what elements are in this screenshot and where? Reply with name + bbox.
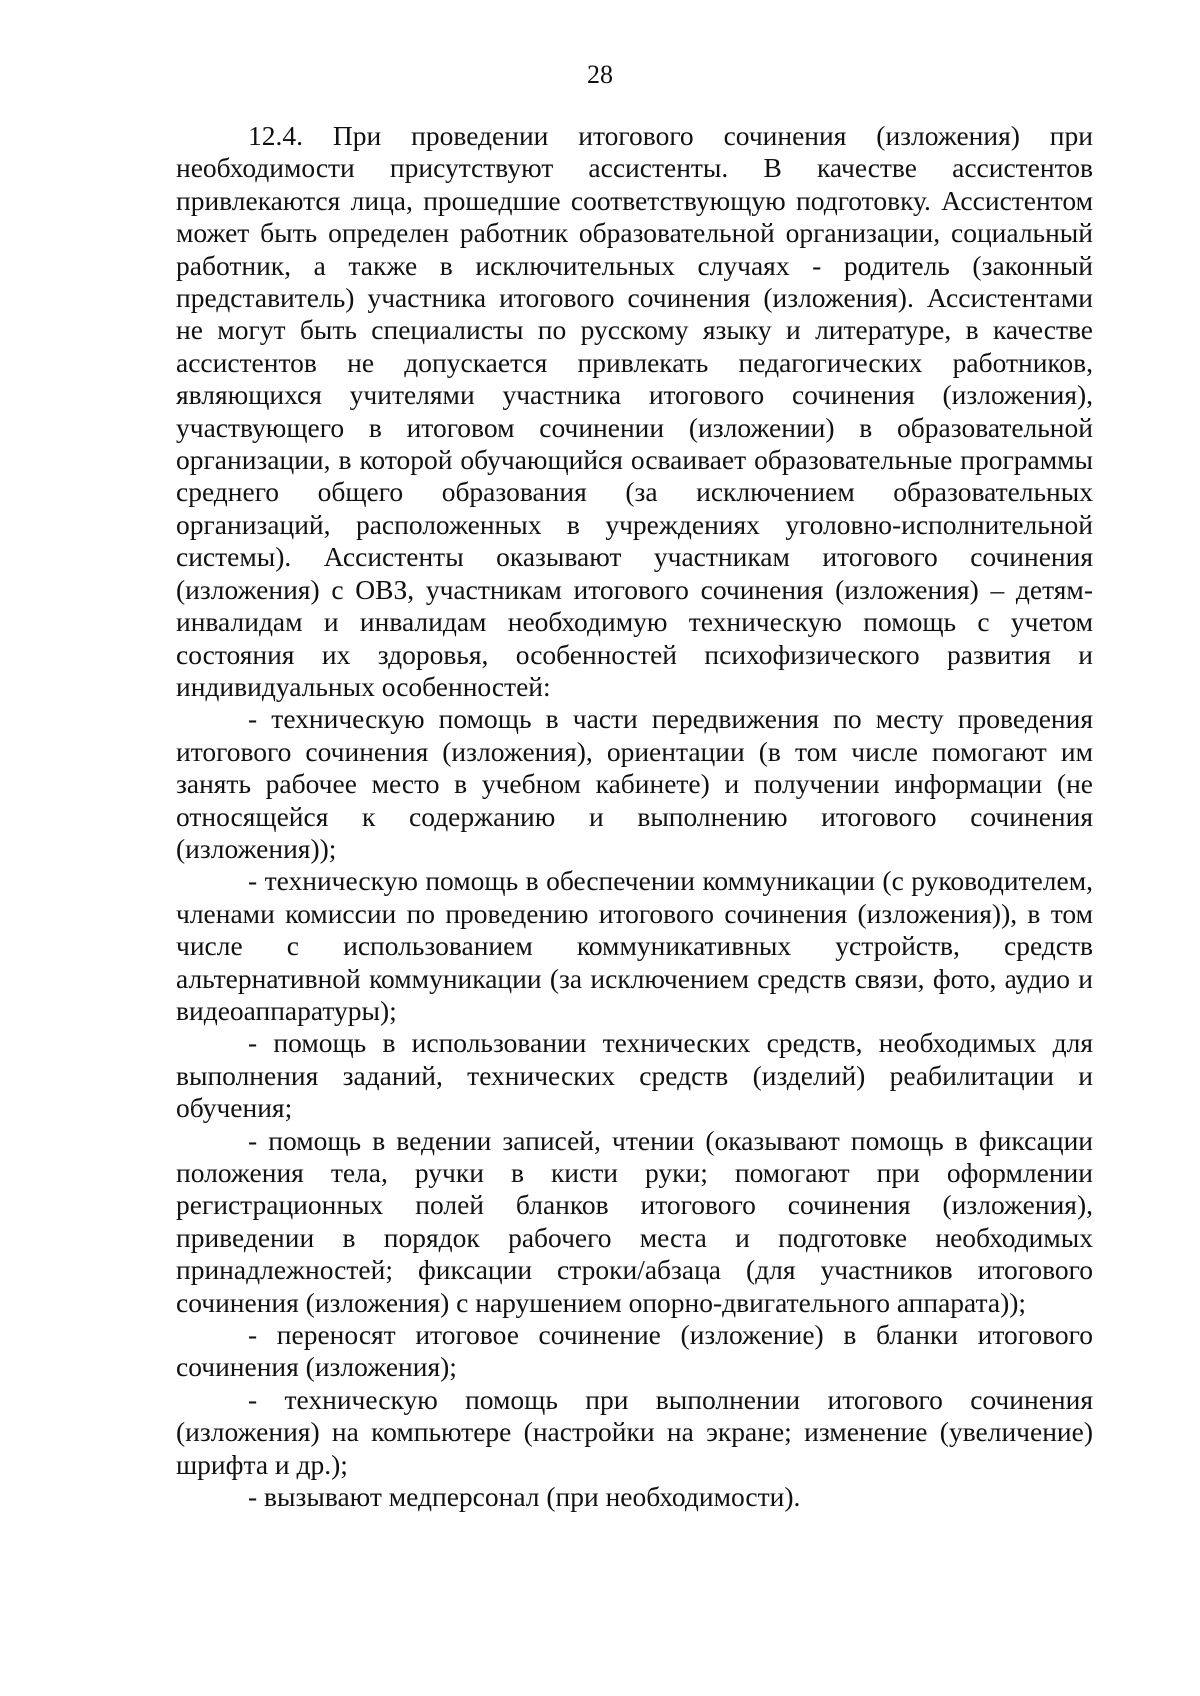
list-item-technical-means-help: - помощь в использовании технических средств, необходимых для выполнения заданий, технических средств (изделий) реабилитации и обучения; [176,1027,1093,1124]
document-body [176,120,1093,1513]
page-number: 28 [587,60,613,89]
list-item-computer-help: - техническую помощь при выполнении итогового сочинения (изложения) на компьютере (настройки на экране; изменение (увеличение) шрифта и др.); [176,1383,1093,1480]
list-item-call-medical-staff: - вызывают медперсонал (при необходимости). [248,1481,801,1513]
list-item-transfer-to-forms: - переносят итоговое сочинение (изложение) в бланки итогового сочинения (изложения); [176,1319,1093,1383]
paragraph-12-4: 12.4. При проведении итогового сочинения (изложения) при необходимости присутствуют ассистенты. В качестве ассистентов привлекаются лица, прошедшие соответствующую подготовку. Ассистентом может быть определен работник образовательной организации, социальный работник, а также в исключительных случаях - родитель (законный представитель) участника итогового сочинения (изложения). Ассистентами не могут быть специалисты по русскому языку и литературе, в качестве ассистентов не допускается привлекать педагогических работников, являющихся учителями участника итогового сочинения (изложения), участвующего в итоговом сочинении (изложении) в образовательной организации, в которой обучающийся осваивает образовательные программы среднего общего образования (за исключением образовательных организаций, расположенных в учреждениях уголовно-исполнительной системы). Ассистенты оказывают участникам итогового сочинения (изложения) с ОВЗ, участникам итогового сочинения (изложения) – детям-инвалидам и инвалидам необходимую техническую помощь с учетом состояния их здоровья, особенностей психофизического развития и индивидуальных особенностей: [176,120,1093,702]
list-item-movement-help: - техническую помощь в части передвижения по месту проведения итогового сочинения (изложения), ориентации (в том числе помогают им занять рабочее место в учебном кабинете) и получении информации (не относящейся к содержанию и выполнению итогового сочинения (изложения)); [176,703,1093,864]
list-item-communication-help: - техническую помощь в обеспечении коммуникации (с руководителем, членами комиссии по проведению итогового сочинения (изложения)), в том числе с использованием коммуникативных устройств, средств альтернативной коммуникации (за исключением средств связи, фото, аудио и видеоаппаратуры); [176,865,1093,1026]
list-item-writing-reading-help: - помощь в ведении записей, чтении (оказывают помощь в фиксации положения тела, ручки в кисти руки; помогают при оформлении регистрационных полей бланков итогового сочинения (изложения), приведении в порядок рабочего места и подготовке необходимых принадлежностей; фиксации строки/абзаца (для участников итогового сочинения (изложения) с нарушением опорно-двигательного аппарата)); [176,1124,1093,1318]
